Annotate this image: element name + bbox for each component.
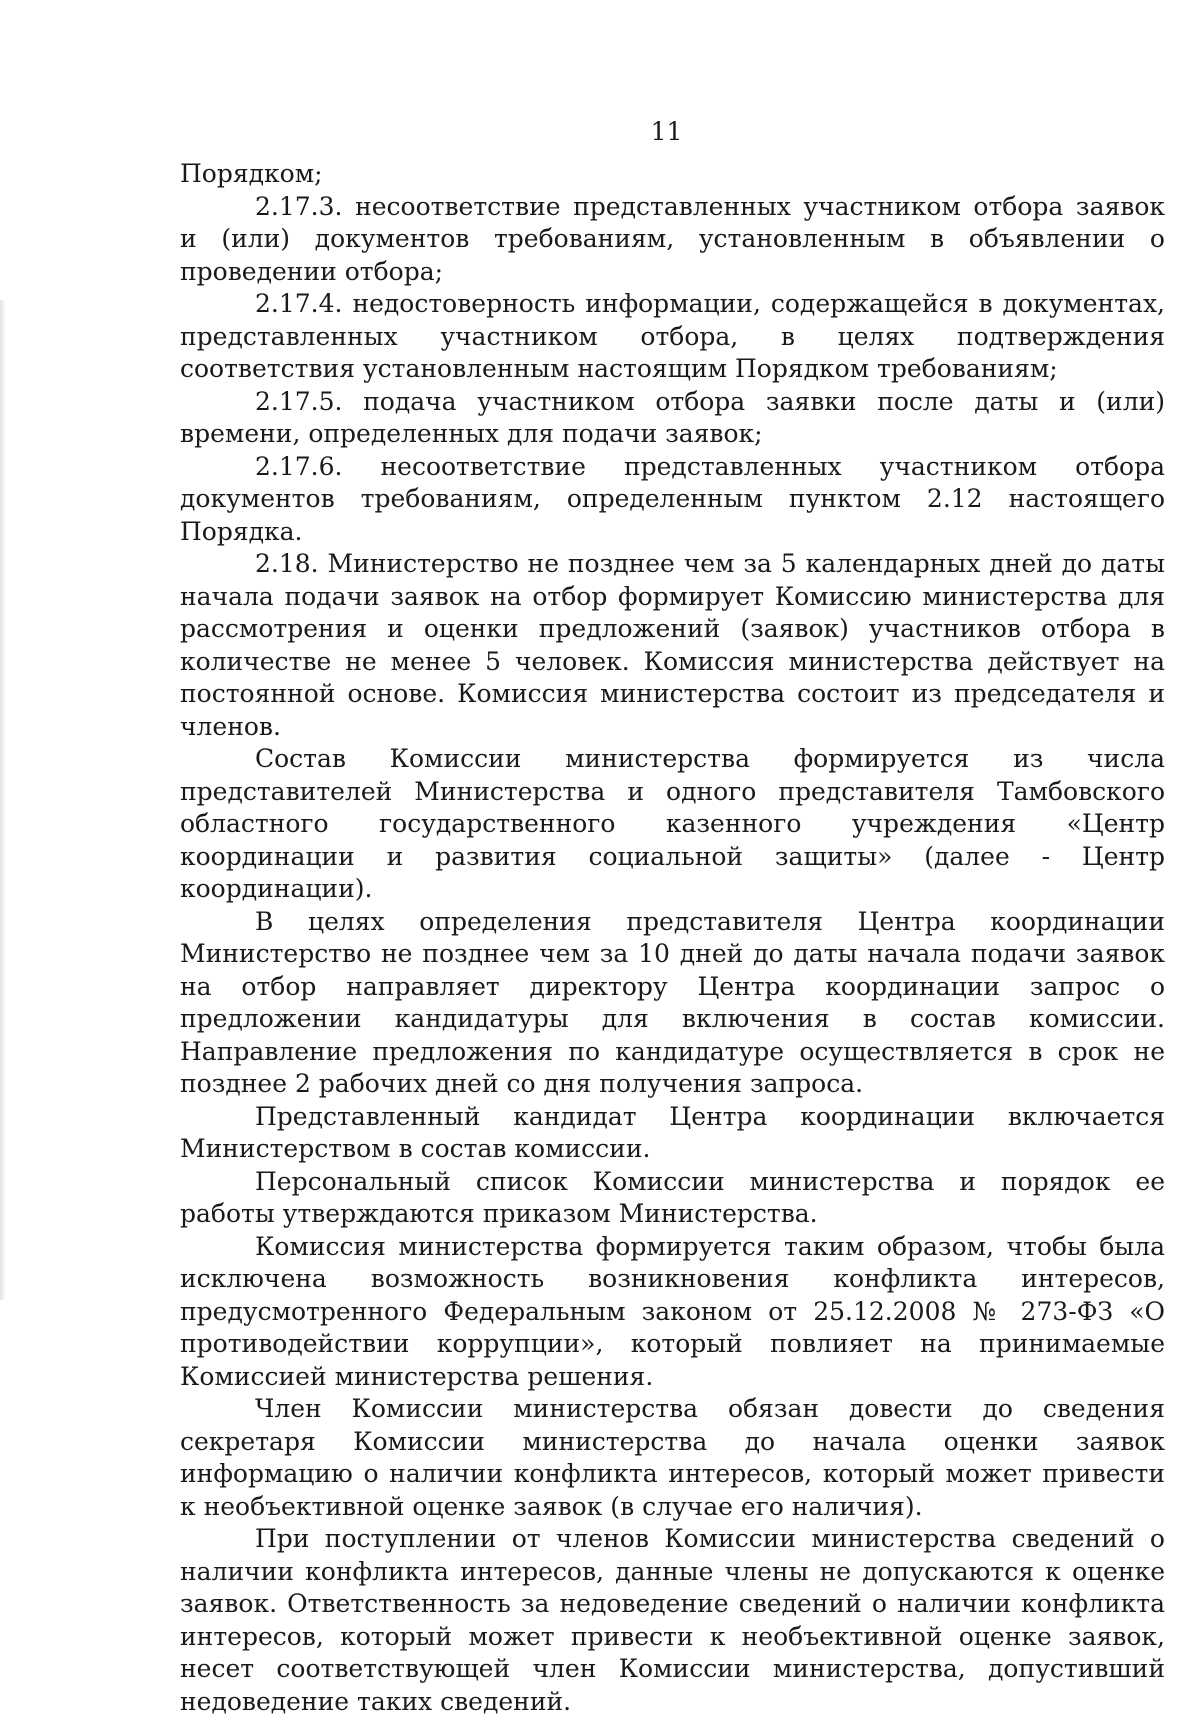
paragraph: 2.17.6. несоответствие представленных участником отбора документов требованиям, определенным пунктом 2.12 настоящего Порядка. — [180, 451, 1165, 546]
paragraph: Порядком; — [180, 159, 323, 188]
paragraph: 2.17.4. недостоверность информации, содержащейся в документах, представленных участником отбора, в целях подтверждения соответствия установленным настоящим Порядком требованиям; — [180, 289, 1165, 383]
paragraph: Персональный список Комиссии министерства и порядок ее работы утверждаются приказом Министерства. — [180, 1166, 1165, 1228]
paragraph: При поступлении от членов Комиссии министерства сведений о наличии конфликта интересов, данные члены не допускаются к оценке заявок. Ответственность за недоведение сведений о наличии конфликта интересов, который может привести к необъективной оценке заявок, несет соответствующей член Комиссии министерства, допустивший недоведение таких сведений. — [180, 1524, 1165, 1716]
paragraph: Член Комиссии министерства обязан довести до сведения секретаря Комиссии министерства до начала оценки заявок информацию о наличии конфликта интересов, который может привести к необъективной оценке заявок (в случае его наличия). — [180, 1394, 1165, 1521]
paragraph: 2.17.3. несоответствие представленных участником отбора заявок и (или) документов требованиям, установленным в объявлении о проведении отбора; — [180, 191, 1165, 286]
paragraph: В целях определения представителя Центра координации Министерство не позднее чем за 10 дней до даты начала подачи заявок на отбор направляет директору Центра координации запрос о предложении кандидатуры для включения в состав комиссии. Направление предложения по кандидатуре осуществляется в срок не позднее 2 рабочих дней со дня получения запроса. — [180, 906, 1165, 1098]
scan-edge-shadow — [0, 300, 6, 1300]
document-body — [180, 158, 1165, 1718]
page-number: 11 — [650, 117, 683, 146]
paragraph: 2.17.5. подача участником отбора заявки после даты и (или) времени, определенных для подачи заявок; — [180, 386, 1165, 448]
paragraph: 2.18. Министерство не позднее чем за 5 календарных дней до даты начала подачи заявок на отбор формирует Комиссию министерства для рассмотрения и оценки предложений (заявок) участников отбора в количестве не менее 5 человек. Комиссия министерства действует на постоянной основе. Комиссия министерства состоит из председателя и членов. — [180, 549, 1165, 741]
paragraph: Комиссия министерства формируется таким образом, чтобы была исключена возможность возникновения конфликта интересов, предусмотренного Федеральным законом от 25.12.2008 № 273-ФЗ «О противодействии коррупции», который повлияет на принимаемые Комиссией министерства решения. — [180, 1231, 1165, 1391]
paragraph: Представленный кандидат Центра координации включается Министерством в состав комиссии. — [180, 1101, 1165, 1163]
paragraph: Состав Комиссии министерства формируется из числа представителей Министерства и одного представителя Тамбовского областного государственного казенного учреждения «Центр координации и развития социальной защиты» (далее - Центр координации). — [180, 744, 1165, 903]
